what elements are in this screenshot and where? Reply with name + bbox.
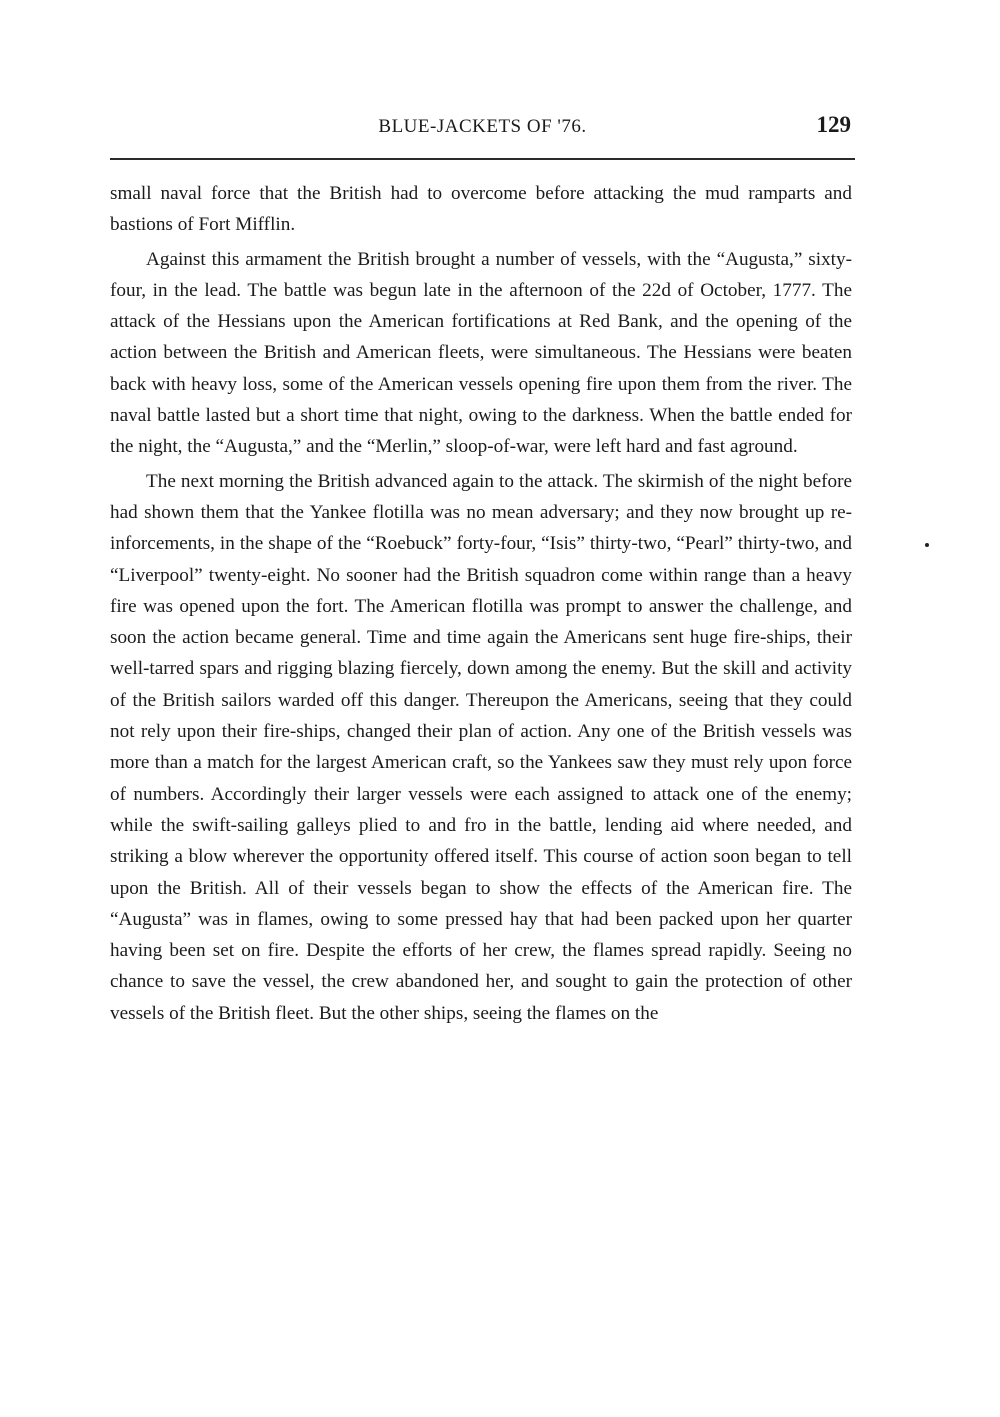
body-text bbox=[110, 178, 852, 1032]
paragraph-continuation: small naval force that the British had to overcome before attacking the mud ramparts and bastions of Fort Mifflin. bbox=[110, 183, 852, 236]
running-head bbox=[110, 112, 855, 146]
margin-speck bbox=[925, 543, 929, 547]
page-number: 129 bbox=[816, 112, 851, 137]
running-title: BLUE-JACKETS OF '76. bbox=[378, 116, 587, 137]
header-rule bbox=[110, 158, 855, 160]
paragraph-armament: Against this armament the British brought a number of vessels, with the “Augusta,” sixty-four, in the lead. The battle was begun late in the afternoon of the 22d of October, 1777. The attack of the Hessians upon the American fortifications at Red Bank, and the opening of the action between the British and American fleets, were simultaneous. The Hessians were beaten back with heavy loss, some of the American vessels opening fire upon them from the river. The naval battle lasted but a short time that night, owing to the darkness. When the battle ended for the night, the “Augusta,” and the “Merlin,” sloop-of-war, were left hard and fast aground. bbox=[110, 248, 852, 458]
paragraph-next-morning: The next morning the British advanced again to the attack. The skirmish of the night before had shown them that the Yankee flotilla was no mean adversary; and they now brought up re-inforcements, in the shape of the “Roebuck” forty-four, “Isis” thirty-two, “Pearl” thirty-two, and “Liverpool” twenty-eight. No sooner had the British squadron come within range than a heavy fire was opened upon the fort. The American flotilla was prompt to answer the challenge, and soon the action became general. Time and time again the Americans sent huge fire-ships, their well-tarred spars and rigging blazing fiercely, down among the enemy. But the skill and activity of the British sailors warded off this danger. Thereupon the Americans, seeing that they could not rely upon their fire-ships, changed their plan of action. Any one of the British vessels was more than a match for the largest American craft, so the Yankees saw they must rely upon force of numbers. Accordingly their larger vessels were each assigned to attack one of the enemy; while the swift-sailing galleys plied to and fro in the battle, lending aid where needed, and striking a blow wherever the opportunity offered itself. This course of action soon began to tell upon the British. All of their vessels began to show the effects of the American fire. The “Augusta” was in flames, owing to some pressed hay that had been packed upon her quarter having been set on fire. Despite the efforts of her crew, the flames spread rapidly. Seeing no chance to save the vessel, the crew abandoned her, and sought to gain the protection of other vessels of the British fleet. But the other ships, seeing the flames on the bbox=[110, 470, 852, 1024]
